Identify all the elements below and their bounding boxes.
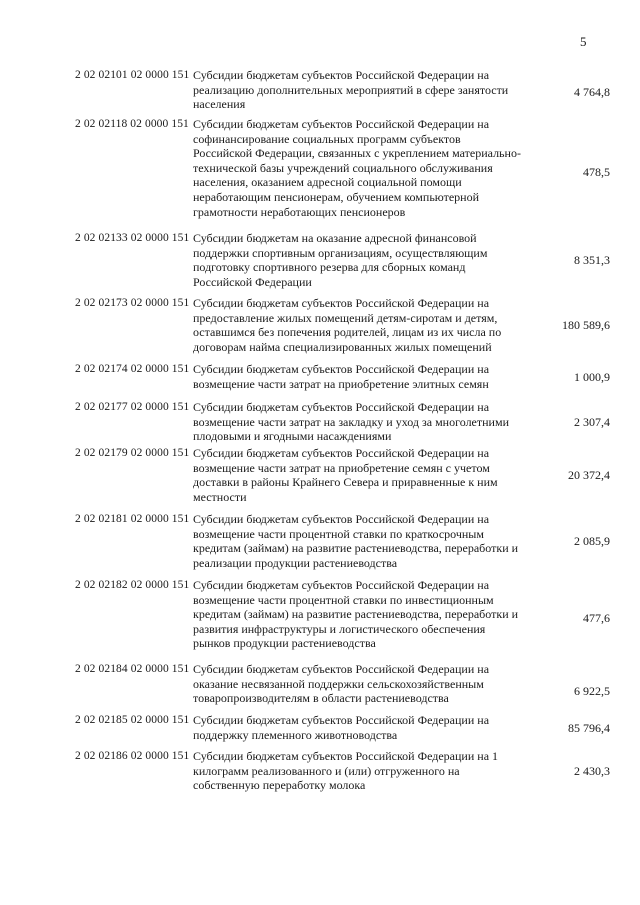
amount-value: 478,5 [583, 165, 610, 179]
description-line: реализации продукции растениеводства [193, 555, 398, 570]
budget-classification-code: 2 02 02118 02 0000 151 [75, 118, 189, 130]
description-line: Субсидии бюджетам субъектов Российской Федерации на [193, 117, 490, 131]
description-line: поддержки спортивным организациям, осуществляющим [193, 245, 488, 260]
revenue-description [193, 362, 525, 391]
description-line: возмещение части процентной ставки по инвестиционным [193, 592, 494, 607]
description-line: договорам найма специализированных жилых помещений [193, 339, 492, 354]
description-line: населения, оказанием адресной социальной помощи [193, 175, 462, 190]
budget-classification-code: 2 02 02181 02 0000 151 [75, 513, 190, 525]
budget-classification-code: 2 02 02184 02 0000 151 [75, 663, 190, 675]
page-number: 5 [580, 34, 587, 49]
amount-value: 6 922,5 [574, 684, 610, 698]
description-line: софинансирование социальных программ субъектов [193, 131, 461, 146]
description-line: Субсидии бюджетам субъектов Российской Федерации на [193, 446, 490, 460]
description-line: возмещение части затрат на закладку и уход за многолетними [193, 414, 509, 429]
budget-classification-code: 2 02 02174 02 0000 151 [75, 363, 190, 375]
description-line: предоставление жилых помещений детям-сиротам и детям, [193, 310, 498, 325]
description-line: Субсидии бюджетам субъектов Российской Федерации на [193, 400, 490, 414]
budget-classification-code: 2 02 02182 02 0000 151 [75, 579, 190, 591]
revenue-description [193, 512, 525, 570]
description-line: плодовыми и ягодными насаждениями [193, 429, 392, 444]
budget-classification-code: 2 02 02185 02 0000 151 [75, 714, 190, 726]
description-line: Российской Федерации [193, 274, 312, 289]
description-line: возмещение части процентной ставки по краткосрочным [193, 526, 484, 541]
description-line: неработающим пенсионерам, обучением компьютерной [193, 189, 480, 204]
description-line: оставшимся без попечения родителей, лицам из их числа по [193, 325, 502, 340]
budget-classification-code: 2 02 02173 02 0000 151 [75, 297, 190, 309]
budget-classification-code: 2 02 02133 02 0000 151 [75, 232, 190, 244]
description-line: Субсидии бюджетам субъектов Российской Федерации на [193, 512, 490, 526]
amount-value: 2 307,4 [574, 415, 610, 429]
revenue-description [193, 578, 525, 651]
description-line: подготовку спортивного резерва для сборных команд [193, 260, 466, 275]
description-line: возмещение части затрат на приобретение элитных семян [193, 376, 489, 391]
description-line: технической базы учреждений социального обслуживания [193, 160, 493, 175]
revenue-description [193, 400, 525, 444]
description-line: Субсидии бюджетам субъектов Российской Федерации на 1 [193, 749, 499, 763]
revenue-description [193, 749, 525, 793]
revenue-description [193, 231, 525, 289]
description-line: кредитам (займам) на развитие растениеводства, переработки и [193, 607, 519, 622]
budget-classification-code: 2 02 02186 02 0000 151 [75, 750, 190, 762]
description-line: Субсидии бюджетам субъектов Российской Федерации на [193, 362, 490, 376]
amount-value: 4 764,8 [574, 85, 610, 99]
amount-value: 1 000,9 [574, 370, 610, 384]
budget-classification-code: 2 02 02177 02 0000 151 [75, 401, 190, 413]
description-line: товаропроизводителям в области растениеводства [193, 691, 449, 706]
description-line: реализацию дополнительных мероприятий в сфере занятости [193, 82, 509, 97]
amount-value: 2 085,9 [574, 534, 610, 548]
description-line: грамотности неработающих пенсионеров [193, 204, 406, 219]
description-line: килограмм реализованного и (или) отгруженного на [193, 763, 460, 778]
description-line: доставки в районы Крайнего Севера и приравненные к ним [193, 475, 498, 490]
amount-value: 85 796,4 [568, 721, 610, 735]
budget-classification-code: 2 02 02101 02 0000 151 [75, 69, 190, 81]
description-line: Субсидии бюджетам субъектов Российской Федерации на [193, 68, 490, 82]
budget-classification-code: 2 02 02179 02 0000 151 [75, 447, 190, 459]
description-line: кредитам (займам) на развитие растениеводства, переработки и [193, 541, 519, 556]
revenue-description [193, 117, 525, 219]
description-line: Субсидии бюджетам на оказание адресной финансовой [193, 231, 477, 245]
amount-value: 477,6 [583, 611, 610, 625]
description-line: поддержку племенного животноводства [193, 727, 398, 742]
amount-value: 2 430,3 [574, 764, 610, 778]
description-line: Субсидии бюджетам субъектов Российской Федерации на [193, 713, 490, 727]
description-line: Субсидии бюджетам субъектов Российской Федерации на [193, 662, 490, 676]
description-line: возмещение части затрат на приобретение семян с учетом [193, 460, 490, 475]
revenue-description [193, 296, 525, 354]
amount-value: 180 589,6 [562, 318, 610, 332]
description-line: Российской Федерации, связанных с укреплением материально- [193, 146, 521, 161]
revenue-description [193, 713, 525, 742]
amount-value: 8 351,3 [574, 253, 610, 267]
description-line: Субсидии бюджетам субъектов Российской Федерации на [193, 296, 490, 310]
revenue-description [193, 662, 525, 706]
revenue-description [193, 446, 525, 504]
description-line: оказание несвязанной поддержки сельскохозяйственным [193, 676, 484, 691]
revenue-description [193, 68, 525, 112]
description-line: местности [193, 489, 247, 504]
description-line: развития инфраструктуры и логистического обеспечения [193, 621, 486, 636]
description-line: населения [193, 97, 246, 112]
description-line: собственную переработку молока [193, 778, 366, 793]
description-line: рынков продукции растениеводства [193, 636, 376, 651]
description-line: Субсидии бюджетам субъектов Российской Федерации на [193, 578, 490, 592]
amount-value: 20 372,4 [568, 468, 610, 482]
